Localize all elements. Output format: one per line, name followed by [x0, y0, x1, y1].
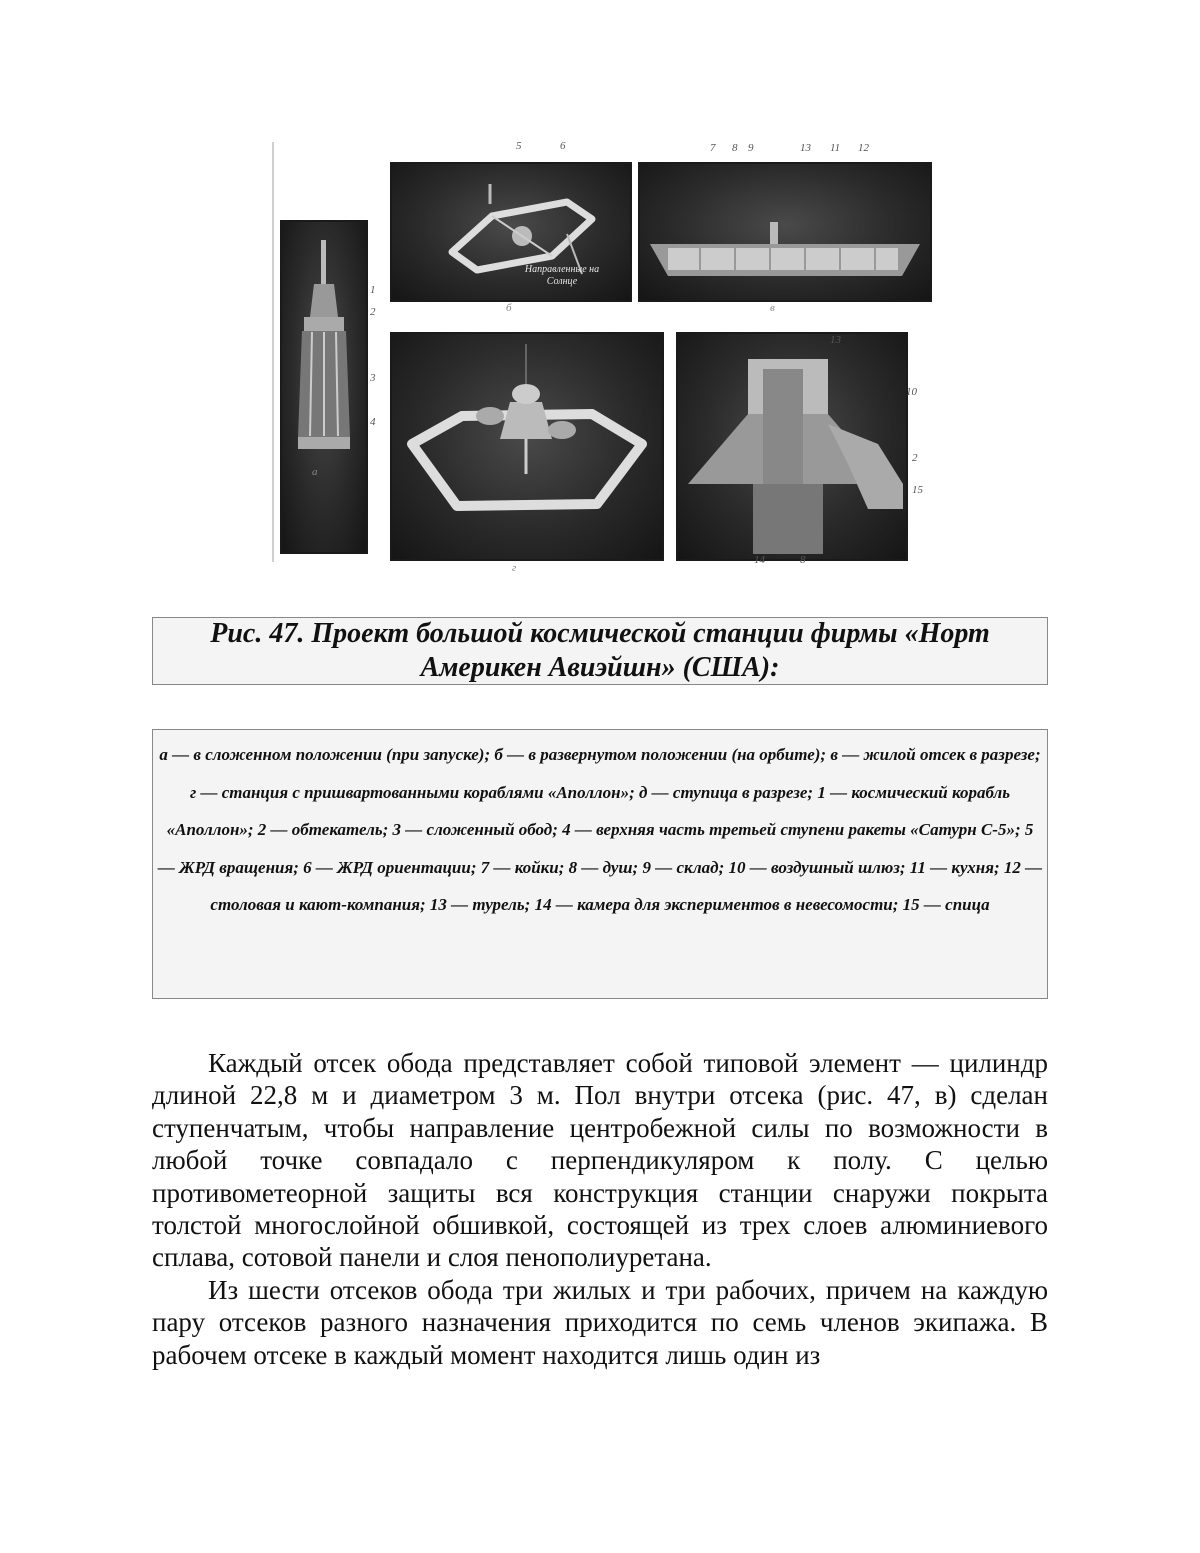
figure-caption-box: [152, 617, 1048, 685]
callout-e-10: 10: [906, 386, 917, 398]
callout-e-14: 14: [754, 554, 765, 566]
callout-c-11: 11: [830, 142, 841, 154]
panel-b-deployed-station: [390, 162, 632, 302]
callout-a-1: 1: [370, 284, 376, 296]
figure-rule: [272, 142, 274, 562]
station-apollo-drawing: [392, 334, 662, 559]
callout-c-9: 9: [748, 142, 754, 154]
callout-c-13: 13: [800, 142, 811, 154]
figure-caption-title: Рис. 47. Проект большой космической станции фирмы «Норт Америкен Авиэйшн» (США):: [210, 618, 990, 683]
callout-b-6: 6: [560, 140, 566, 152]
callout-a-4: 4: [370, 416, 376, 428]
paragraph-1: Каждый отсек обода представляет собой типовой элемент — цилиндр длиной 22,8 м и диаметром 3 м. Пол внутри отсека (рис. 47, в) сделан ступенчатым, чтобы направление центробежной силы по возможности в любой точке совпадало с перпендикуляром к полу. С целью противометеорной защиты вся конструкция станции снаружи покрыта толстой многослойной обшивкой, состоящей из трех слоев алюминиевого сплава, сотовой панели и слоя пенополиуретана.: [152, 1048, 1048, 1273]
callout-a-2: 2: [370, 306, 376, 318]
callout-e-8: 8: [800, 554, 806, 566]
body-text: [152, 1047, 1048, 1371]
callout-e-15: 15: [912, 484, 923, 496]
folded-station-drawing: [282, 222, 366, 552]
callout-e-2: 2: [912, 452, 918, 464]
panel-d-letter: г: [512, 562, 517, 574]
panel-b-letter: б: [506, 302, 512, 314]
panel-e-hub-section: [676, 332, 908, 561]
callout-a-3: 3: [370, 372, 376, 384]
panel-b-arrow-label: Направленные на Солнце: [524, 264, 600, 287]
panel-c-module-section: [638, 162, 932, 302]
figure-legend-text: а — в сложенном положении (при запуске); б — в развернутом положении (на орбите); в — жилой отсек в разрезе; г — станция с пришвартованными кораблями «Аполлон»; д — ступица в разрезе; 1 — космический корабль «Аполлон»; 2 — обтекатель; 3 — сложенный обод; 4 — верхняя часть третьей ступени ракеты «Сатурн С-5»; 5 — ЖРД вращения; 6 — ЖРД ориентации; 7 — койки; 8 — душ; 9 — склад; 10 — воздушный шлюз; 11 — кухня; 12 — столовая и кают-компания; 13 — турель; 14 — камера для экспериментов в невесомости; 15 — спица: [157, 745, 1043, 914]
panel-c-letter: в: [770, 302, 775, 314]
callout-c-7: 7: [710, 142, 716, 154]
module-section-drawing: [640, 164, 930, 300]
figure-legend-box: [152, 729, 1048, 999]
callout-b-5: 5: [516, 140, 522, 152]
callout-e-13: 13: [830, 334, 841, 346]
paragraph-2: Из шести отсеков обода три жилых и три рабочих, причем на каждую пару отсеков разного назначения приходится по семь членов экипажа. В рабочем отсеке в каждый момент находится лишь один из: [152, 1274, 1048, 1370]
panel-a-folded-station: [280, 220, 368, 554]
figure-47: [270, 138, 930, 574]
panel-a-letter: а: [312, 466, 318, 478]
panel-d-station-with-apollo: [390, 332, 664, 561]
hub-section-drawing: [678, 334, 906, 559]
callout-c-12: 12: [858, 142, 869, 154]
callout-c-8: 8: [732, 142, 738, 154]
